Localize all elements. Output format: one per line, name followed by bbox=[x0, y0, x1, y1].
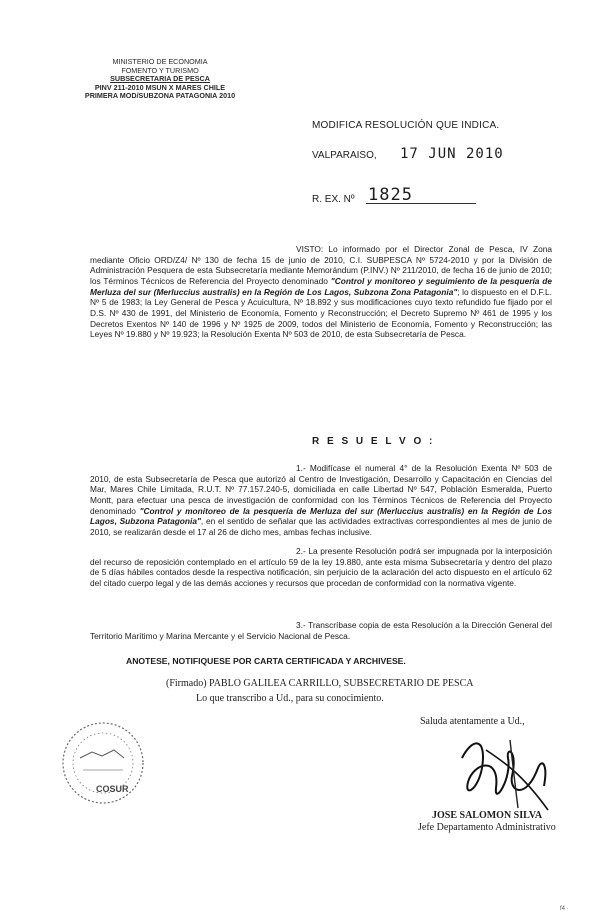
letterhead-subsecretaria: SUBSECRETARIA DE PESCA bbox=[110, 74, 210, 84]
signer-title: Jefe Departamento Administrativo bbox=[418, 822, 556, 833]
official-seal-stamp bbox=[58, 718, 148, 808]
visto-paragraph bbox=[90, 244, 552, 340]
item-1-project-title: "Control y monitoreo de la pesquería de Merluza del sur (Merluccius australis) en la Región de Los Lagos, Subzona Patagonia" bbox=[90, 505, 552, 527]
resuelvo-item-3: 3.- Transcríbase copia de esta Resolución a la Dirección General del Territorio Marítimo y Marina Mercante y el Servicio Nacional de Pesca. bbox=[90, 620, 552, 641]
resuelvo-heading: R E S U E L V O : bbox=[312, 436, 435, 447]
visto-project-title: "Control y monitoreo y seguimiento de la pesquería de Merluza del sur (Merluccius australis) en la Región de Los Lagos, Subzona Zona Patagonia" bbox=[90, 275, 552, 297]
rex-number: 1825 bbox=[368, 185, 413, 205]
signer-name: JOSE SALOMON SILVA bbox=[432, 810, 543, 821]
resuelvo-item-2: 2.- La presente Resolución podrá ser impugnada por la interposición del recurso de reposición contemplado en el artículo 59 de la ley 19.880, ante esta misma Subsecretaría y dentro del plazo de 5 días hábiles contados desde la respectiva notificación, sin perjuicio de la aclaración del acto dispuesto en el artículo 62 del citado cuerpo legal y de las demás acciones y recursos que procedan de conformidad con la normativa vigente. bbox=[90, 546, 552, 588]
document-place: VALPARAISO, bbox=[312, 150, 377, 161]
firmado-line: (Firmado) PABLO GALILEA CARRILLO, SUBSECRETARIO DE PESCA bbox=[166, 678, 474, 689]
rex-label: R. EX. Nº bbox=[312, 194, 355, 205]
letterhead-ministry: MINISTERIO DE ECONOMIA bbox=[112, 57, 208, 66]
item-1-text-1: 1.- Modifícase el numeral 4° de la Resolución Exenta Nº 503 de 2010, de esta Subsecretaría de Pesca que autorizó al Centro de Investigación, Desarrollo y Capacitación en Ciencias del Mar, Mares Chile Limitada, R.U.T. Nº 77.157.240-5, domiciliada en calle Libertad Nº 547, Población Esmeralda, Puerto Montt, para efectuar una pesca de investigación de conformidad con los Términos Técnicos de Referencia del Proyecto denominado bbox=[90, 463, 552, 516]
stamp-text: COSUR bbox=[96, 784, 129, 794]
letterhead-ref-1: PINV 211-2010 MSUN X MARES CHILE bbox=[94, 82, 226, 92]
visto-text-1: VISTO: Lo informado por el Director Zonal de Pesca, IV Zona mediante Oficio ORD/Z4/ Nº 130 de fecha 15 de junio de 2010, C.I. SUBPESCA Nº 5724-2010 y por la División de Administración Pesquera de esta Subsecretaría mediante Memorándum (P.INV.) Nº 211/2010, de fecha 16 de junio de 2010; los Términos Técnicos de Referencia del Proyecto denominado bbox=[90, 244, 552, 286]
document-date-stamp: 17 JUN 2010 bbox=[400, 146, 504, 162]
page-footer-mark: f4 · bbox=[560, 906, 569, 912]
rex-underline bbox=[366, 203, 476, 204]
visto-text-2: ; lo dispuesto en el D.F.L. Nº 5 de 1983; la Ley General de Pesca y Acuicultura, Nº 18.892 y sus modificaciones cuyo texto refundido fue fijado por el D.S. Nº 430 de 1991, del Ministerio de Economía, Fomento y Reconstrucción; el Decreto Supremo Nº 461 de 1995 y los Decretos Exentos Nº 140 de 1996 y Nº 1925 de 2009, todos del Ministerio de Economía, Fomento y Reconstrucción; las Leyes Nº 19.880 y Nº 19.923; la Resolución Exenta Nº 503 de 2010, de esta Subsecretaría de Pesca. bbox=[90, 286, 552, 340]
saluda-line: Saluda atentamente a Ud., bbox=[420, 716, 525, 727]
transcribo-line: Lo que transcribo a Ud., para su conocimiento. bbox=[196, 693, 384, 704]
handwritten-signature bbox=[452, 728, 562, 818]
letterhead-ref-2: PRIMERA MOD/SUBZONA PATAGONIA 2010 bbox=[84, 91, 236, 101]
document-subject: MODIFICA RESOLUCIÓN QUE INDICA. bbox=[312, 120, 500, 131]
resuelvo-item-1 bbox=[90, 463, 552, 538]
anotese-line: ANOTESE, NOTIFIQUESE POR CARTA CERTIFICADA Y ARCHIVESE. bbox=[126, 656, 406, 666]
letterhead-ministry-sub: FOMENTO Y TURISMO bbox=[121, 65, 199, 75]
letterhead bbox=[60, 58, 260, 101]
item-1-text-2: , en el sentido de señalar que las actividades extractivas correspondientes al mes de junio de 2010, se realizarán desde el 17 al 26 de dicho mes, ambas fechas inclusive. bbox=[90, 516, 552, 537]
